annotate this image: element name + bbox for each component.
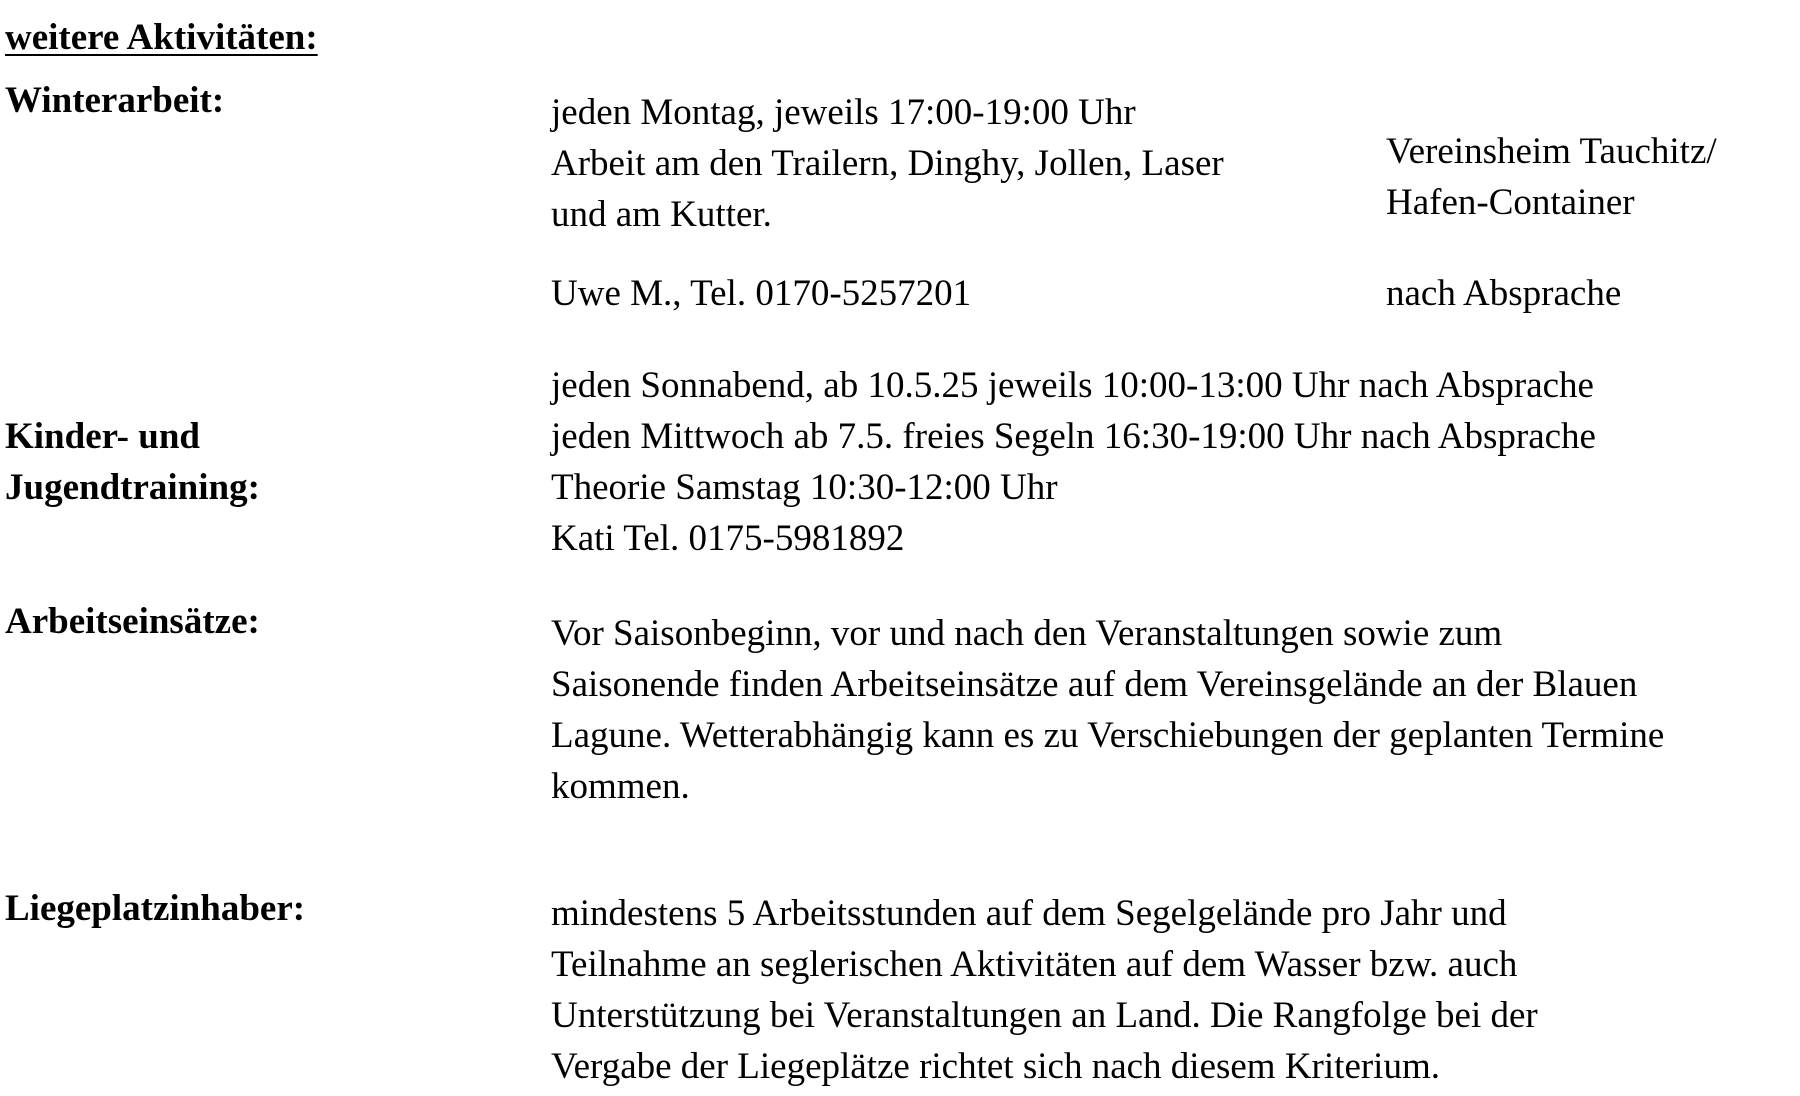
winterarbeit-line: und am Kutter.: [551, 194, 772, 235]
jugendtraining-label-line: Jugendtraining:: [5, 467, 260, 508]
liegeplatzinhaber-line: Teilnahme an seglerischen Aktivitäten auf dem Wasser bzw. auch: [551, 944, 1518, 985]
winterarbeit-label: Winterarbeit:: [5, 80, 225, 121]
winterarbeit-contact-note: nach Absprache: [1386, 273, 1622, 314]
jugendtraining-line: jeden Mittwoch ab 7.5. freies Segeln 16:30-19:00 Uhr nach Absprache: [551, 416, 1596, 457]
winterarbeit-line: jeden Montag, jeweils 17:00-19:00 Uhr: [551, 92, 1136, 133]
winterarbeit-location-line: Vereinsheim Tauchitz/: [1386, 131, 1717, 172]
liegeplatzinhaber-line: Vergabe der Liegeplätze richtet sich nach diesem Kriterium.: [551, 1046, 1440, 1087]
arbeitseinsaetze-line: kommen.: [551, 766, 690, 807]
arbeitseinsaetze-line: Vor Saisonbeginn, vor und nach den Veranstaltungen sowie zum: [551, 613, 1503, 654]
winterarbeit-description: [551, 87, 1224, 240]
liegeplatzinhaber-label: Liegeplatzinhaber:: [5, 888, 306, 929]
liegeplatzinhaber-line: Unterstützung bei Veranstaltungen an Land. Die Rangfolge bei der: [551, 995, 1538, 1036]
jugendtraining-line: Kati Tel. 0175-5981892: [551, 518, 905, 559]
jugendtraining-line: Theorie Samstag 10:30-12:00 Uhr: [551, 467, 1058, 508]
jugendtraining-description: [551, 360, 1596, 564]
jugendtraining-line: jeden Sonnabend, ab 10.5.25 jeweils 10:00-13:00 Uhr nach Absprache: [551, 365, 1594, 406]
winterarbeit-location: [1386, 126, 1717, 228]
arbeitseinsaetze-line: Lagune. Wetterabhängig kann es zu Verschiebungen der geplanten Termine: [551, 715, 1665, 756]
jugendtraining-label-line: Kinder- und: [5, 416, 200, 457]
arbeitseinsaetze-label: Arbeitseinsätze:: [5, 601, 260, 642]
winterarbeit-location-line: Hafen-Container: [1386, 182, 1635, 223]
liegeplatzinhaber-description: [551, 888, 1538, 1092]
winterarbeit-line: Arbeit am den Trailern, Dinghy, Jollen, Laser: [551, 143, 1224, 184]
winterarbeit-contact: Uwe M., Tel. 0170-5257201: [551, 273, 972, 314]
section-heading: weitere Aktivitäten:: [5, 17, 318, 58]
jugendtraining-label: [5, 411, 260, 513]
arbeitseinsaetze-description: [551, 608, 1664, 812]
liegeplatzinhaber-line: mindestens 5 Arbeitsstunden auf dem Segelgelände pro Jahr und: [551, 893, 1507, 934]
arbeitseinsaetze-line: Saisonende finden Arbeitseinsätze auf dem Vereinsgelände an der Blauen: [551, 664, 1638, 705]
